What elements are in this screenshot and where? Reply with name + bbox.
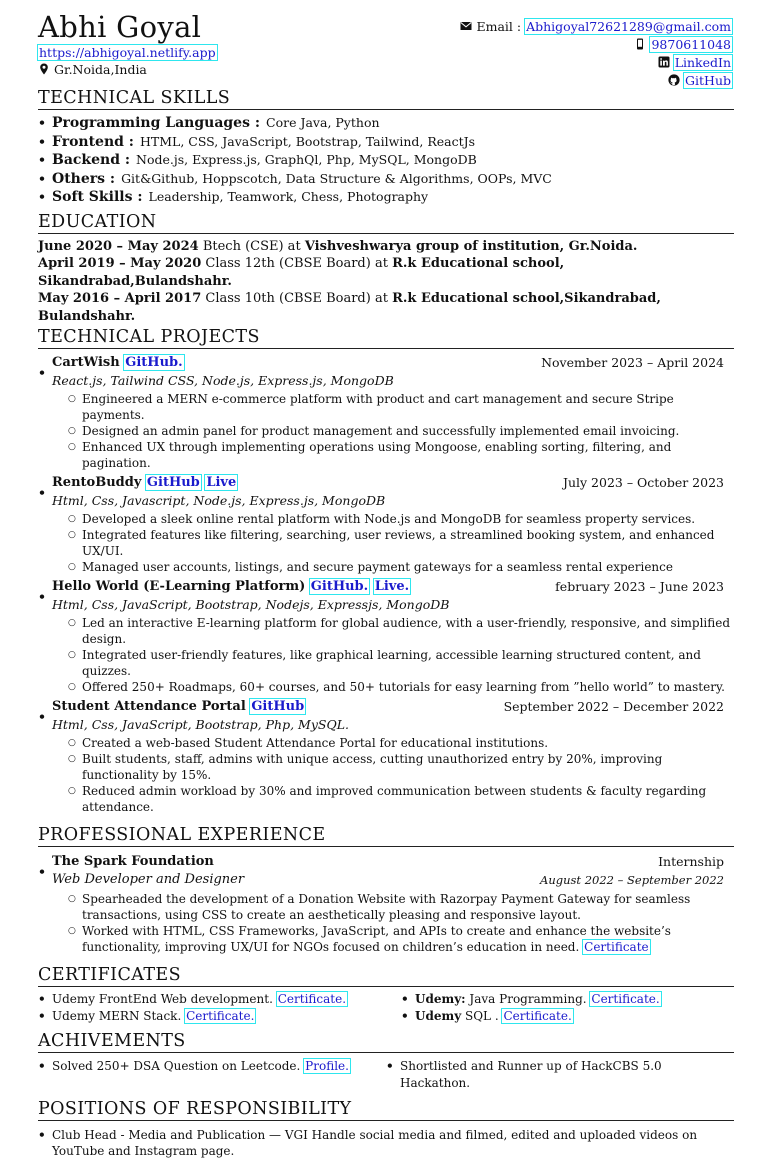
section-heading-projects: TECHNICAL PROJECTS [38,327,734,349]
skill-label: Soft Skills : [52,189,143,205]
project-github-link[interactable]: GitHub. [310,579,369,594]
list-item: ○ Reduced admin workload by 30% and improved communication between students & faculty regarding attendance. [52,783,734,815]
project-tech: React.js, Tailwind CSS, Node.js, Express.js, MongoDB [52,373,394,388]
list-item: ○ Offered 250+ Roadmaps, 60+ courses, and 50+ tutorials for easy learning from ”hello world” to mastery. [52,679,734,695]
certificate-text: Udemy MERN Stack. [52,1009,182,1023]
list-item [52,923,734,955]
list-item: ○ Integrated user-friendly features, like graphical learning, accessible learning structured content, and quizzes. [52,647,734,679]
list-item [38,133,734,152]
job-role: Web Developer and Designer [52,872,245,887]
email-link[interactable]: Abhigoyal72621289@gmail.com [526,19,731,34]
phone-icon [634,38,646,50]
phone-link[interactable]: 9870611048 [651,37,731,52]
section-heading-achievements: ACHIVEMENTS [38,1031,734,1053]
achievements-left [38,1058,386,1092]
section-heading-certificates: CERTIFICATES [38,965,734,987]
section-heading-education: EDUCATION [38,212,734,234]
achievements-right [386,1058,734,1092]
list-item [401,1008,734,1025]
project-date: September 2022 – December 2022 [503,699,724,714]
achievement-text: Shortlisted and Runner up of HackCBS 5.0 Hackathon. [400,1059,662,1090]
certificate-text: Udemy FrontEnd Web development. [52,992,273,1006]
list-item: ○ Created a web-based Student Attendance Portal for educational institutions. [52,735,734,751]
location-text: Gr.Noida,India [54,62,147,77]
project-date: July 2023 – October 2023 [562,475,724,490]
project-live-link[interactable]: Live [206,475,237,490]
project-github-link[interactable]: GitHub. [125,355,183,370]
email-label: Email : [476,19,522,34]
positions-list [38,1127,734,1159]
project-tech: Html, Css, JavaScript, Bootstrap, Nodejs, Expressjs, MongoDB [52,597,450,612]
list-item [38,114,734,133]
profile-link[interactable]: Profile. [305,1059,349,1073]
linkedin-link[interactable]: LinkedIn [674,55,731,70]
job-type: Internship [658,854,724,869]
skill-label: Others : [52,170,116,187]
education-dates: May 2016 – April 2017 [38,291,202,306]
education-school: R.k Educational school,Sikandrabad, Bulandshahr. [38,291,661,324]
certificates-left [38,991,371,1025]
project-name: RentoBuddy [52,475,142,490]
skills-list [38,114,734,207]
certificate-text: Java Programming. [469,992,587,1006]
project-live-link[interactable]: Live. [374,579,410,594]
website-link[interactable]: https://abhigoyal.netlify.app [39,45,216,60]
education-list [38,238,734,326]
education-row [38,255,734,290]
list-item: ○ Built students, staff, admins with unique access, cutting unauthorized entry by 20%, improving functionality by 15%. [52,751,734,783]
certificate-link[interactable]: Certificate. [277,992,347,1006]
list-item [38,991,371,1008]
list-item: ○ Spearheaded the development of a Donation Website with Razorpay Payment Gateway for seamless transactions, using CSS to create an aesthetically pleasing and responsive layout. [52,891,734,923]
skill-value: Leadership, Teamwork, Chess, Photography [148,189,429,204]
skill-value: HTML, CSS, JavaScript, Bootstrap, Tailwind, ReactJs [139,133,476,149]
project-name: CartWish [52,355,120,370]
education-degree: Btech (CSE) at [202,238,301,254]
project-entry: • Hello World (E-Learning Platform) GitHub. Live. february 2023 – June 2023 Html, Css, JavaScript, Bootstrap, Nodejs, Expressjs, MongoDB ○ Led an interactive E-learning platform for global audience, with a user-friendly, responsive, and simplified design. ○ Integrated user-friendly features, like graphical learning, accessible learning structured content, and quizzes. ○ Offered 250+ Roadmaps, 60+ courses, and 50+ tutorials for easy learning from ”hello world” to mastery. [38,578,734,695]
education-row [38,290,734,325]
education-dates: June 2020 – May 2024 [38,238,199,254]
section-heading-positions: POSITIONS OF RESPONSIBILITY [38,1099,734,1121]
resume-header [38,10,734,88]
education-degree: Class 12th (CBSE Board) at [205,256,388,271]
github-link[interactable]: GitHub [685,73,731,88]
certificate-link[interactable]: Certificate. [503,1009,572,1023]
skill-label: Backend : [52,152,131,168]
certificate-link[interactable]: Certificate. [186,1009,255,1023]
education-dates: April 2019 – May 2020 [38,256,202,271]
list-item: ○ Enhanced UX through implementing operations using Mongoose, enabling sorting, filtering, and pagination. [52,439,734,471]
project-name: Hello World (E-Learning Platform) [52,579,306,594]
skill-label: Programming Languages : [52,115,261,131]
section-heading-experience: PROFESSIONAL EXPERIENCE [38,825,734,847]
certificate-link[interactable]: Certificate [584,940,649,954]
project-entry: • Student Attendance Portal GitHub September 2022 – December 2022 Html, Css, JavaScript, Bootstrap, Php, MySQL. ○ Created a web-based Student Attendance Portal for educational institutions. ○ Built students, staff, admins with unique access, cutting unauthorized entry by 20%, improving functionality by 15%. ○ Reduced admin workload by 30% and improved communication between students & faculty regarding attendance. [38,698,734,815]
project-date: November 2023 – April 2024 [541,355,724,370]
skill-label: Frontend : [52,133,134,150]
list-item [401,991,734,1008]
achievements-grid [38,1058,734,1092]
list-item: • Club Head - Media and Publication — VGI Handle social media and filmed, edited and uploaded videos on YouTube and Instagram page. [38,1127,724,1159]
education-school: R.k Educational school, Sikandrabad,Bulandshahr. [38,256,565,289]
certificate-text: SQL . [465,1009,499,1023]
company-name: The Spark Foundation [52,854,214,869]
certificate-provider: Udemy: [415,992,466,1006]
list-item: ○ Developed a sleek online rental platform with Node.js and MongoDB for seamless property services. [52,511,734,527]
achievement-text: Solved 250+ DSA Question on Leetcode. [52,1059,301,1073]
list-item [38,1008,371,1025]
linkedin-icon [658,56,670,68]
project-date: february 2023 – June 2023 [555,579,724,594]
project-entry: • CartWish GitHub. November 2023 – April 2024 React.js, Tailwind CSS, Node.js, Express.js, MongoDB ○ Engineered a MERN e-commerce platform with product and cart management and secure Stripe payments. ○ Designed an admin panel for product management and successfully implemented email invoicing. ○ Enhanced UX through implementing operations using Mongoose, enabling sorting, filtering, and pagination. [38,354,734,471]
list-item: ○ Engineered a MERN e-commerce platform with product and cart management and secure Stripe payments. [52,391,734,423]
education-school: Vishveshwarya group of institution, Gr.Noida. [304,238,638,254]
project-github-link[interactable]: GitHub [251,699,305,714]
list-item [38,151,734,170]
list-item [38,188,734,207]
experience-point-text: Worked with HTML, CSS Frameworks, JavaScript, and APIs to create and enhance the website’s functionality, improving UX/UI for NGOs focused on children’s education in need. [82,924,671,954]
education-degree: Class 10th (CBSE Board) at [205,291,388,306]
certificate-provider: Udemy [415,1009,462,1023]
project-entry: • RentoBuddy GitHub Live July 2023 – October 2023 Html, Css, Javascript, Node.js, Express.js, MongoDB ○ Developed a sleek online rental platform with Node.js and MongoDB for seamless property services. ○ Integrated features like filtering, searching, user reviews, a streamlined booking system, and enhanced UX/UI. ○ Managed user accounts, listings, and secure payment gateways for a seamless rental experience [38,474,734,575]
project-github-link[interactable]: GitHub [146,475,200,490]
list-item: ○ Integrated features like filtering, searching, user reviews, a streamlined booking system, and enhanced UX/UI. [52,527,734,559]
github-icon [668,74,680,86]
education-row [38,238,734,256]
resume-page [38,10,734,1159]
list-item [386,1058,734,1092]
experience-entry: • The Spark Foundation Internship Web Developer and Designer August 2022 – September 2022 ○ Spearheaded the development of a Donation Website with Razorpay Payment Gateway for seamless transactions, using CSS to create an aesthetically pleasing and responsive layout. ○ Worked with HTML, CSS Frameworks, JavaScript, and APIs to create and enhance the website’s functionality, improving UX/UI for NGOs focused on children’s education in need. Certificate [38,853,734,955]
certificates-right [371,991,734,1025]
certificate-link[interactable]: Certificate. [591,992,660,1006]
section-heading-skills: TECHNICAL SKILLS [38,88,734,110]
list-item [38,170,734,189]
job-dates: August 2022 – September 2022 [540,873,724,887]
skill-value: Core Java, Python [266,115,380,130]
certificates-grid [38,991,734,1025]
project-name: Student Attendance Portal [52,699,246,714]
skill-value: Git&Github, Hoppscotch, Data Structure & Algorithms, OOPs, MVC [121,170,552,186]
list-item: ○ Designed an admin panel for product management and successfully implemented email invoicing. [52,423,734,439]
list-item [38,1058,386,1075]
skill-value: Node.js, Express.js, GraphQl, Php, MySQL, MongoDB [136,152,477,167]
person-name: Abhi Goyal [38,10,202,44]
location-pin-icon [38,63,50,75]
list-item: ○ Led an interactive E-learning platform for global audience, with a user-friendly, responsive, and simplified design. [52,615,734,647]
list-item: ○ Managed user accounts, listings, and secure payment gateways for a seamless rental experience [52,559,734,575]
envelope-icon [460,20,472,32]
project-tech: Html, Css, JavaScript, Bootstrap, Php, MySQL. [52,717,349,732]
project-tech: Html, Css, Javascript, Node.js, Express.js, MongoDB [52,493,386,508]
